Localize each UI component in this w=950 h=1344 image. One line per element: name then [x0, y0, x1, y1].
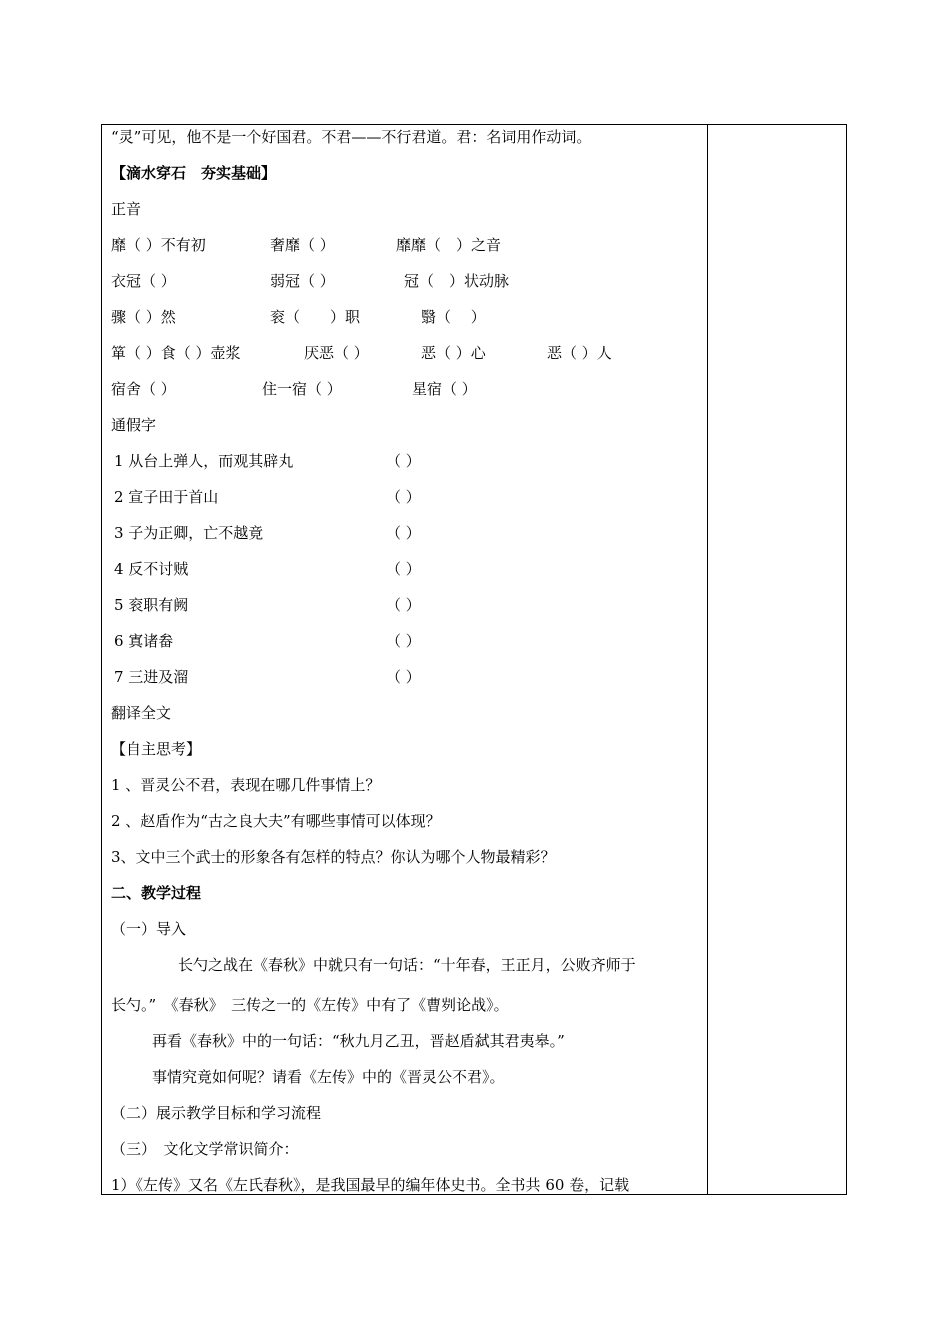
- pron-item: 箪（ ）食（ ）壶浆: [111, 344, 241, 362]
- paragraph-line: 长勺之战在《春秋》中就只有一句话：“十年春，王正月，公败齐师于: [178, 956, 636, 974]
- pron-item: 衮（ ）职: [270, 308, 361, 326]
- question-item: 1 、晋灵公不君，表现在哪几件事情上？: [111, 776, 381, 794]
- text-line-intro: “灵”可见，他不是一个好国君。不君——不行君道。君：名词用作动词。: [111, 128, 592, 146]
- section-heading-process: 二、教学过程: [111, 884, 202, 902]
- pron-item: 翳（ ）: [421, 308, 486, 326]
- label-fanyi: 翻译全文: [111, 704, 172, 722]
- tongjia-item: 4 反不讨贼: [114, 560, 189, 578]
- pron-item: 靡（ ）不有初: [111, 236, 206, 254]
- label-zhengyin: 正音: [111, 200, 142, 218]
- paragraph-line: 再看《春秋》中的一句话：“秋九月乙丑，晋赵盾弑其君夷皋。”: [152, 1032, 565, 1050]
- table-column-divider: [707, 124, 708, 1195]
- paragraph-line: 长勺。” 《春秋》 三传之一的《左传》中有了《曹刿论战》。: [111, 996, 509, 1014]
- tongjia-item: 7 三进及溜: [114, 668, 189, 686]
- answer-blank: （ ）: [386, 632, 421, 650]
- pron-item: 宿舍（ ）: [111, 380, 176, 398]
- pron-item: 恶（ ）人: [547, 344, 612, 362]
- pron-item: 星宿（ ）: [412, 380, 477, 398]
- tongjia-item: 6 寘诸畚: [114, 632, 174, 650]
- answer-blank: （ ）: [386, 452, 421, 470]
- answer-blank: （ ）: [386, 560, 421, 578]
- question-item: 2 、赵盾作为“古之良大夫”有哪些事情可以体现？: [111, 812, 441, 830]
- tongjia-item: 5 衮职有阙: [114, 596, 189, 614]
- subsection-heading: （三） 文化文学常识简介：: [111, 1140, 299, 1158]
- pron-item: 骤（ ）然: [111, 308, 176, 326]
- label-tongjiazi: 通假字: [111, 416, 157, 434]
- question-item: 3、文中三个武士的形象各有怎样的特点？你认为哪个人物最精彩？: [111, 848, 556, 866]
- pron-item: 冠（ ）状动脉: [404, 272, 510, 290]
- answer-blank: （ ）: [386, 596, 421, 614]
- answer-blank: （ ）: [386, 488, 421, 506]
- subsection-heading: （二）展示教学目标和学习流程: [111, 1104, 322, 1122]
- tongjia-item: 1 从台上弹人，而观其辟丸: [114, 452, 294, 470]
- subsection-heading: （一）导入: [111, 920, 187, 938]
- pron-item: 厌恶（ ）: [304, 344, 369, 362]
- pron-item: 奢靡（ ）: [270, 236, 335, 254]
- paragraph-line: 1）《左传》又名《左氏春秋》，是我国最早的编年体史书。全书共 60 卷，记载: [111, 1176, 630, 1194]
- tongjia-item: 2 宣子田于首山: [114, 488, 219, 506]
- heading-basics: 【滴水穿石 夯实基础】: [111, 164, 277, 182]
- heading-zizhu: 【自主思考】: [111, 740, 202, 758]
- tongjia-item: 3 子为正卿，亡不越竟: [114, 524, 264, 542]
- pron-item: 衣冠（ ）: [111, 272, 176, 290]
- paragraph-line: 事情究竟如何呢？请看《左传》中的《晋灵公不君》。: [152, 1068, 505, 1086]
- pron-item: 靡靡（ ）之音: [396, 236, 502, 254]
- pron-item: 弱冠（ ）: [270, 272, 335, 290]
- answer-blank: （ ）: [386, 524, 421, 542]
- pron-item: 恶（ ）心: [421, 344, 486, 362]
- pron-item: 住一宿（ ）: [262, 380, 342, 398]
- answer-blank: （ ）: [386, 668, 421, 686]
